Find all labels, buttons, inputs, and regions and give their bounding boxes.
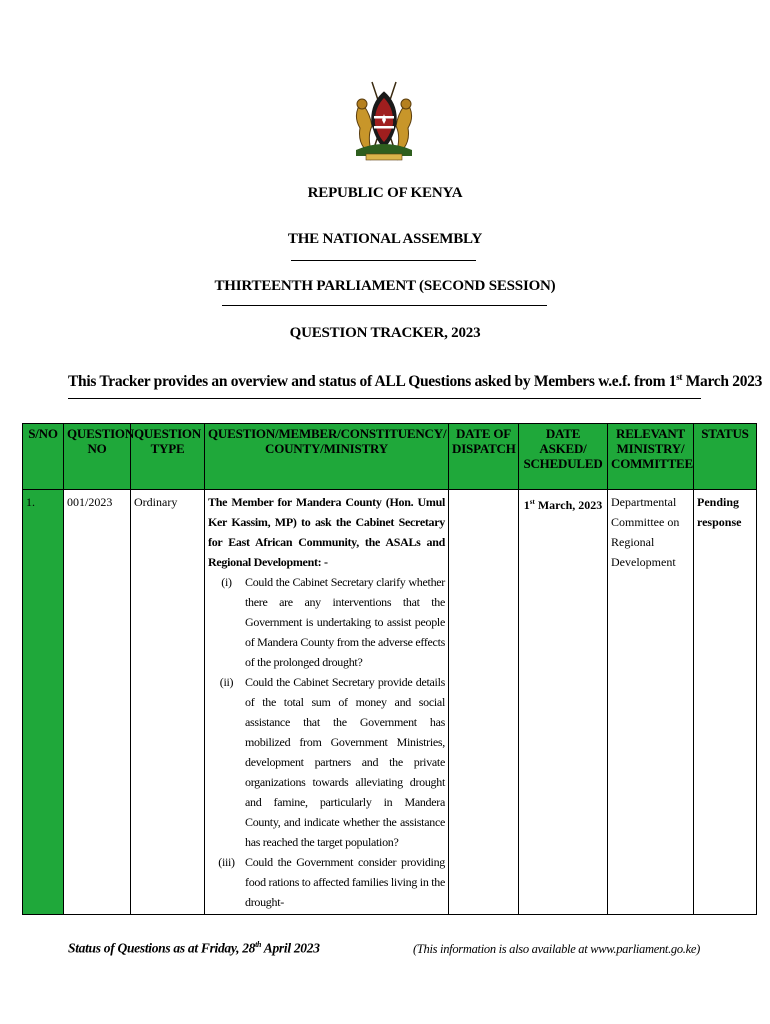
table-header-row: [23, 424, 757, 490]
row-committee: Departmental Committee on Regional Development: [608, 490, 694, 915]
status-badge: Pending response: [694, 490, 757, 915]
question-intro: The Member for Mandera County (Hon. Umul Ker Kassim, MP) to ask the Cabinet Secretary for East African Community, the ASALs and Regional Development: -: [208, 495, 445, 569]
heading-underline: [291, 260, 476, 261]
assembly-heading: THE NATIONAL ASSEMBLY: [287, 231, 483, 247]
col-header-committee: RELEVANT MINISTRY/ COMMITTEE: [608, 424, 694, 490]
col-header-sno: S/NO: [23, 424, 64, 490]
col-header-status: STATUS: [694, 424, 757, 490]
row-sno: 1.: [23, 490, 64, 915]
parliament-heading: THIRTEENTH PARLIAMENT (SECOND SESSION): [214, 278, 556, 294]
footer-status-date: Status of Questions as at Friday, 28th April 2023: [68, 940, 320, 956]
coat-of-arms-emblem: [352, 78, 416, 162]
question-item: (i) Could the Cabinet Secretary clarify whether there are any interventions that the Government is undertaking to assist people of Mandera County from the adverse effects of the prolonged drought?: [221, 575, 445, 669]
row-date-asked: 1st March, 2023: [519, 490, 608, 915]
question-tracker-table: [22, 423, 757, 915]
footer-website-note: (This information is also available at www.parliament.go.ke): [413, 942, 700, 956]
question-items: [208, 572, 445, 912]
row-question-text: [205, 490, 449, 915]
col-header-dispatch: DATE OF DISPATCH: [449, 424, 519, 490]
republic-heading: REPUBLIC OF KENYA: [307, 185, 463, 201]
col-header-question: QUESTION/MEMBER/CONSTITUENCY/ COUNTY/MINISTRY: [205, 424, 449, 490]
table-row: [23, 490, 757, 915]
question-item: (ii) Could the Cabinet Secretary provide details of the total sum of money and social assistance that the Government has mobilized from Government Ministries, development partners and the private organizations towards alleviating drought and famine, particularly in Mandera County, and indicate whether the assistance has reached the target population?: [219, 675, 445, 849]
col-header-date-asked: DATE ASKED/ SCHEDULED: [519, 424, 608, 490]
row-question-type: Ordinary: [131, 490, 205, 915]
heading-underline: [222, 305, 547, 306]
tracker-title: QUESTION TRACKER, 2023: [289, 325, 481, 341]
intro-text: This Tracker provides an overview and status of ALL Questions asked by Members w.e.f. from 1st March 2023: [68, 372, 763, 391]
intro-underline: [68, 398, 701, 399]
row-question-no: 001/2023: [64, 490, 131, 915]
question-item: (iii) Could the Government consider providing food rations to affected families living in the drought-: [218, 855, 445, 909]
col-header-question-type: QUESTION TYPE: [131, 424, 205, 490]
col-header-question-no: QUESTION NO: [64, 424, 131, 490]
row-dispatch: [449, 490, 519, 915]
